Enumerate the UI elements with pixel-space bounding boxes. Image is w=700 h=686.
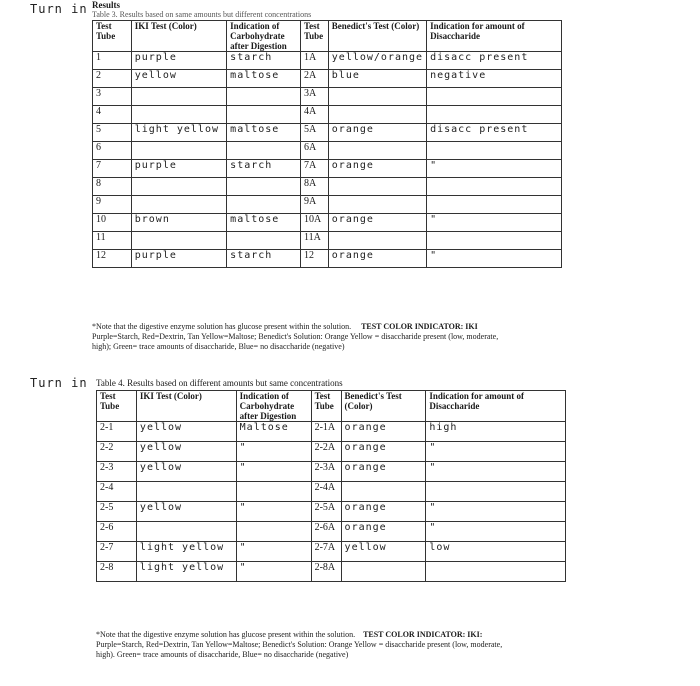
- table3-row: [93, 160, 562, 178]
- table3: [92, 20, 562, 268]
- table3-row: [93, 52, 562, 70]
- table3-iki-cell: purple: [131, 52, 226, 70]
- table4-carb-cell: ": [236, 462, 311, 482]
- table3-amount-cell: ": [427, 160, 562, 178]
- table3-amount-cell: negative: [427, 70, 562, 88]
- table3-tube2-cell: 4A: [300, 106, 328, 124]
- table4-tube2-cell: 2-2A: [311, 442, 341, 462]
- table3-tube2-cell: 12: [300, 250, 328, 268]
- table3-header-carb: Indication of Carbohydrate after Digestion: [227, 21, 301, 52]
- table3-row: [93, 196, 562, 214]
- table4-carb-cell: ": [236, 502, 311, 522]
- table4-benedict-cell: orange: [341, 522, 426, 542]
- table3-row: [93, 214, 562, 232]
- table3-iki-cell: [131, 142, 226, 160]
- table3-note-line2: Purple=Starch, Red=Dextrin, Tan Yellow=Maltose; Benedict's Solution: Orange Yellow = disaccharide present (low, moderate,: [92, 332, 499, 341]
- table3-benedict-cell: orange: [328, 214, 426, 232]
- table3-tube2-cell: 7A: [300, 160, 328, 178]
- table3-iki-cell: [131, 196, 226, 214]
- table4-carb-cell: ": [236, 442, 311, 462]
- handwritten-turn-in-side: Turn in: [30, 376, 88, 390]
- table3-carb-cell: starch: [227, 52, 301, 70]
- table3-tube-cell: 8: [93, 178, 132, 196]
- table3-header-iki: IKI Test (Color): [131, 21, 226, 52]
- table4-carb-cell: ": [236, 542, 311, 562]
- table3-tube-cell: 12: [93, 250, 132, 268]
- table4-iki-cell: yellow: [136, 422, 236, 442]
- table3-row: [93, 88, 562, 106]
- table3-benedict-cell: orange: [328, 124, 426, 142]
- table4-tube-cell: 2-8: [97, 562, 137, 582]
- table4-note-indicator: TEST COLOR INDICATOR: IKI:: [363, 630, 483, 639]
- table4-amount-cell: low: [426, 542, 566, 562]
- table4-row: [97, 442, 566, 462]
- table3-amount-cell: disacc present: [427, 124, 562, 142]
- table4-iki-cell: yellow: [136, 502, 236, 522]
- table4-row: [97, 562, 566, 582]
- table4-amount-cell: high: [426, 422, 566, 442]
- table4-amount-cell: ": [426, 522, 566, 542]
- table4-benedict-cell: orange: [341, 422, 426, 442]
- table3-amount-cell: [427, 196, 562, 214]
- table3-carb-cell: starch: [227, 250, 301, 268]
- table4-carb-cell: [236, 482, 311, 502]
- table4-header-row: [97, 391, 566, 422]
- table3-header-test-tube: Test Tube: [93, 21, 132, 52]
- table4-tube-cell: 2-7: [97, 542, 137, 562]
- table3-amount-cell: disacc present: [427, 52, 562, 70]
- table4-tube-cell: 2-5: [97, 502, 137, 522]
- table3-amount-cell: [427, 88, 562, 106]
- table3-carb-cell: starch: [227, 160, 301, 178]
- table4: [96, 390, 566, 582]
- table3-iki-cell: brown: [131, 214, 226, 232]
- table3-tube2-cell: 11A: [300, 232, 328, 250]
- table3-benedict-cell: [328, 106, 426, 124]
- table3-note-indicator: TEST COLOR INDICATOR: IKI: [361, 322, 478, 331]
- table3-tube-cell: 7: [93, 160, 132, 178]
- table4-amount-cell: [426, 482, 566, 502]
- table3-header-amount: Indication for amount of Disaccharide: [427, 21, 562, 52]
- table3-tube2-cell: 9A: [300, 196, 328, 214]
- table3-amount-cell: [427, 178, 562, 196]
- table3-header-benedict: Benedict's Test (Color): [328, 21, 426, 52]
- table4-benedict-cell: [341, 562, 426, 582]
- table3-tube2-cell: 2A: [300, 70, 328, 88]
- table4-tube2-cell: 2-4A: [311, 482, 341, 502]
- table3-header-row: [93, 21, 562, 52]
- table3-tube-cell: 2: [93, 70, 132, 88]
- table4-row: [97, 502, 566, 522]
- table4-amount-cell: ": [426, 442, 566, 462]
- table3-note-line1: *Note that the digestive enzyme solution has glucose present within the solution.: [92, 322, 352, 331]
- table3-iki-cell: [131, 106, 226, 124]
- table3-amount-cell: [427, 142, 562, 160]
- table3-row: [93, 232, 562, 250]
- table3-carb-cell: maltose: [227, 214, 301, 232]
- table3-benedict-cell: orange: [328, 160, 426, 178]
- table3-tube2-cell: 10A: [300, 214, 328, 232]
- table3-carb-cell: [227, 232, 301, 250]
- table3-iki-cell: [131, 88, 226, 106]
- table4-benedict-cell: orange: [341, 462, 426, 482]
- table3-carb-cell: [227, 88, 301, 106]
- table3-tube-cell: 10: [93, 214, 132, 232]
- table4-header-iki: IKI Test (Color): [136, 391, 236, 422]
- table3-header-test-tube-2: Test Tube: [300, 21, 328, 52]
- table3-iki-cell: purple: [131, 250, 226, 268]
- table3-tube-cell: 3: [93, 88, 132, 106]
- table3-note-line3: high); Green= trace amounts of disaccharide, Blue= no disaccharide (negative): [92, 342, 345, 351]
- table4-carb-cell: Maltose: [236, 422, 311, 442]
- table3-tube-cell: 11: [93, 232, 132, 250]
- table4-iki-cell: yellow: [136, 462, 236, 482]
- table4-header-test-tube: Test Tube: [97, 391, 137, 422]
- table4-benedict-cell: yellow: [341, 542, 426, 562]
- table3-tube-cell: 1: [93, 52, 132, 70]
- table4-caption: Table 4. Results based on different amounts but same concentrations: [96, 378, 343, 388]
- table3-benedict-cell: orange: [328, 250, 426, 268]
- table3-tube-cell: 9: [93, 196, 132, 214]
- table4-benedict-cell: orange: [341, 502, 426, 522]
- table3-benedict-cell: [328, 88, 426, 106]
- table4-tube-cell: 2-1: [97, 422, 137, 442]
- table3-tube-cell: 6: [93, 142, 132, 160]
- table4-note-line1: *Note that the digestive enzyme solution has glucose present within the solution.: [96, 630, 356, 639]
- table4-iki-cell: light yellow: [136, 562, 236, 582]
- table3-tube-cell: 5: [93, 124, 132, 142]
- table4-tube-cell: 2-3: [97, 462, 137, 482]
- table3-row: [93, 70, 562, 88]
- table4-tube2-cell: 2-3A: [311, 462, 341, 482]
- table3-amount-cell: [427, 106, 562, 124]
- table3-carb-cell: maltose: [227, 124, 301, 142]
- table3-iki-cell: yellow: [131, 70, 226, 88]
- table4-tube-cell: 2-6: [97, 522, 137, 542]
- table3-caption: Table 3. Results based on same amounts but different concentrations: [92, 10, 312, 19]
- table3-row: [93, 124, 562, 142]
- table3-benedict-cell: yellow/orange: [328, 52, 426, 70]
- table4-iki-cell: [136, 522, 236, 542]
- table3-iki-cell: [131, 232, 226, 250]
- table3-tube2-cell: 6A: [300, 142, 328, 160]
- table4-header-carb: Indication of Carbohydrate after Digestion: [236, 391, 311, 422]
- table4-row: [97, 542, 566, 562]
- table3-iki-cell: purple: [131, 160, 226, 178]
- table4-iki-cell: yellow: [136, 442, 236, 462]
- table3-carb-cell: maltose: [227, 70, 301, 88]
- table4-amount-cell: [426, 562, 566, 582]
- table3-carb-cell: [227, 178, 301, 196]
- table3-carb-cell: [227, 142, 301, 160]
- table3-amount-cell: [427, 232, 562, 250]
- table3-benedict-cell: blue: [328, 70, 426, 88]
- table4-iki-cell: light yellow: [136, 542, 236, 562]
- results-heading: Results: [92, 0, 121, 10]
- table3-amount-cell: ": [427, 214, 562, 232]
- table4-amount-cell: ": [426, 502, 566, 522]
- table4-row: [97, 522, 566, 542]
- table3-amount-cell: ": [427, 250, 562, 268]
- handwritten-turn-in-top: Turn in: [30, 2, 88, 16]
- table4-tube-cell: 2-4: [97, 482, 137, 502]
- table3-benedict-cell: [328, 196, 426, 214]
- table4-tube2-cell: 2-8A: [311, 562, 341, 582]
- table4-header-amount: Indication for amount of Disaccharide: [426, 391, 566, 422]
- table4-carb-cell: [236, 522, 311, 542]
- table3-row: [93, 250, 562, 268]
- table3-row: [93, 178, 562, 196]
- table3-tube2-cell: 3A: [300, 88, 328, 106]
- table3-row: [93, 106, 562, 124]
- table4-row: [97, 462, 566, 482]
- table4-tube2-cell: 2-6A: [311, 522, 341, 542]
- table3-iki-cell: [131, 178, 226, 196]
- table4-note: [96, 630, 686, 660]
- table4-note-line2: Purple=Starch, Red=Dextrin, Tan Yellow=Maltose; Benedict's Solution: Orange Yellow = disaccharide present (low, moderate,: [96, 640, 503, 649]
- table4-tube2-cell: 2-5A: [311, 502, 341, 522]
- table4-iki-cell: [136, 482, 236, 502]
- table4-tube2-cell: 2-1A: [311, 422, 341, 442]
- table3-benedict-cell: [328, 178, 426, 196]
- table3-tube-cell: 4: [93, 106, 132, 124]
- table3-tube2-cell: 8A: [300, 178, 328, 196]
- table4-header-test-tube-2: Test Tube: [311, 391, 341, 422]
- table3-tube2-cell: 1A: [300, 52, 328, 70]
- table4-amount-cell: ": [426, 462, 566, 482]
- table3-benedict-cell: [328, 232, 426, 250]
- table4-header-benedict: Benedict's Test (Color): [341, 391, 426, 422]
- table3-tube2-cell: 5A: [300, 124, 328, 142]
- table4-row: [97, 422, 566, 442]
- table3-note: [92, 322, 692, 352]
- table3-benedict-cell: [328, 142, 426, 160]
- table3-row: [93, 142, 562, 160]
- table4-benedict-cell: orange: [341, 442, 426, 462]
- table3-carb-cell: [227, 196, 301, 214]
- table3-carb-cell: [227, 106, 301, 124]
- table4-carb-cell: ": [236, 562, 311, 582]
- table4-tube-cell: 2-2: [97, 442, 137, 462]
- table4-note-line3: high). Green= trace amounts of disaccharide, Blue= no disaccharide (negative): [96, 650, 349, 659]
- table3-iki-cell: light yellow: [131, 124, 226, 142]
- table4-row: [97, 482, 566, 502]
- table4-tube2-cell: 2-7A: [311, 542, 341, 562]
- table4-benedict-cell: [341, 482, 426, 502]
